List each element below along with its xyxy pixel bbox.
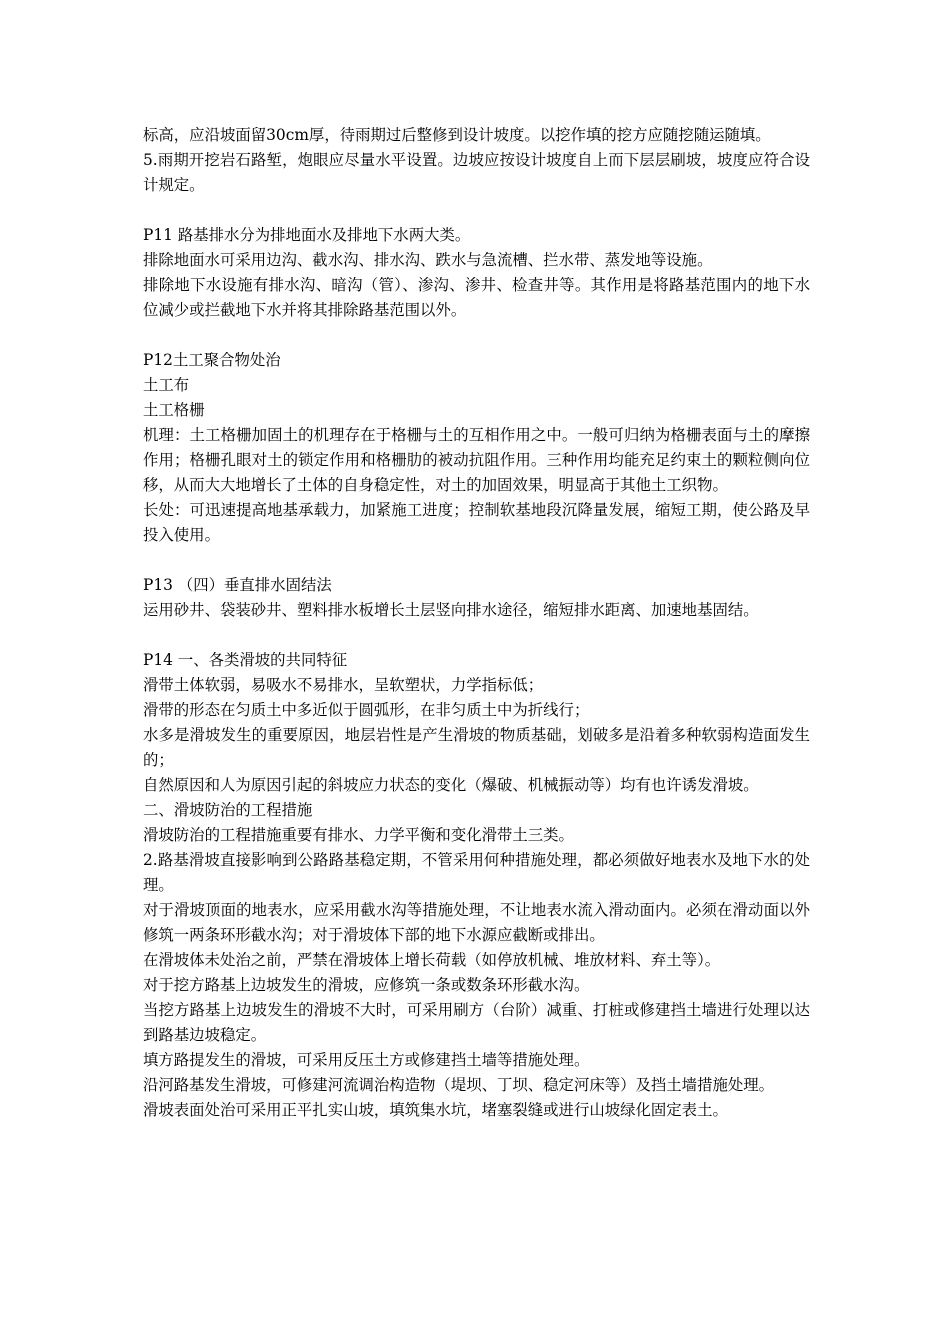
paragraph: 5.雨期开挖岩石路堑，炮眼应尽量水平设置。边坡应按设计坡度自上而下层层刷坡，坡度应符合设计规定。 [143, 151, 810, 194]
subheading: 二、滑坡防治的工程措施 [143, 801, 313, 819]
paragraph: 土工格栅 [143, 401, 205, 419]
document-body [143, 123, 810, 1123]
paragraph: 2.路基滑坡直接影响到公路路基稳定期，不管采用何种措施处理，都必须做好地表水及地下水的处理。 [143, 851, 810, 894]
paragraph: 机理：土工格栅加固土的机理存在于格栅与土的互相作用之中。一般可归纳为格栅表面与土的摩擦作用；格栅孔眼对土的锁定作用和格栅肋的被动抗阻作用。三种作用均能充足约束土的颗粒侧向位移，从而大大地增长了土体的自身稳定性，对土的加固效果，明显高于其他土工织物。 [143, 426, 810, 494]
paragraph: 水多是滑坡发生的重要原因，地层岩性是产生滑坡的物质基础，划破多是沿着多种软弱构造面发生的； [143, 726, 810, 769]
paragraph: 当挖方路基上边坡发生的滑坡不大时，可采用刷方（台阶）减重、打桩或修建挡土墙进行处理以达到路基边坡稳定。 [143, 1001, 810, 1044]
blank-line [143, 198, 810, 223]
paragraph: 自然原因和人为原因引起的斜坡应力状态的变化（爆破、机械振动等）均有也许诱发滑坡。 [143, 776, 759, 794]
paragraph: 滑带的形态在匀质土中多近似于圆弧形，在非匀质土中为折线行； [143, 701, 590, 719]
paragraph: 填方路提发生的滑坡，可采用反压土方或修建挡土墙等措施处理。 [143, 1051, 590, 1069]
paragraph: 排除地面水可采用边沟、截水沟、排水沟、跌水与急流槽、拦水带、蒸发地等设施。 [143, 251, 713, 269]
section-heading-p12: P12土工聚合物处治 [143, 351, 281, 369]
paragraph: 运用砂井、袋装砂井、塑料排水板增长土层竖向排水途径，缩短排水距离、加速地基固结。 [143, 601, 759, 619]
section-heading-p13: P13 （四）垂直排水固结法 [143, 576, 332, 594]
blank-line [143, 548, 810, 573]
paragraph: 长处：可迅速提高地基承载力，加紧施工进度；控制软基地段沉降量发展，缩短工期，使公路及早投入使用。 [143, 501, 810, 544]
paragraph: 对于滑坡顶面的地表水，应采用截水沟等措施处理，不让地表水流入滑动面内。必须在滑动面以外修筑一两条环形截水沟；对于滑坡体下部的地下水源应截断或排出。 [143, 901, 810, 944]
paragraph: 标高，应沿坡面留30cm厚，待雨期过后整修到设计坡度。以挖作填的挖方应随挖随运随填。 [143, 126, 771, 144]
section-heading-p14: P14 一、各类滑坡的共同特征 [143, 651, 348, 669]
paragraph: 滑带土体软弱，易吸水不易排水，呈软塑状，力学指标低； [143, 676, 544, 694]
blank-line [143, 623, 810, 648]
paragraph: 土工布 [143, 376, 190, 394]
paragraph: 滑坡表面处治可采用正平扎实山坡，填筑集水坑，堵塞裂缝或进行山坡绿化固定表土。 [143, 1101, 728, 1119]
paragraph: 滑坡防治的工程措施重要有排水、力学平衡和变化滑带土三类。 [143, 826, 574, 844]
paragraph: 排除地下水设施有排水沟、暗沟（管）、渗沟、渗井、检查井等。其作用是将路基范围内的地下水位减少或拦截地下水并将其排除路基范围以外。 [143, 276, 810, 319]
blank-line [143, 323, 810, 348]
paragraph: 在滑坡体未处治之前，严禁在滑坡体上增长荷载（如停放机械、堆放材料、弃土等）。 [143, 951, 721, 969]
paragraph: 沿河路基发生滑坡，可修建河流调治构造物（堤坝、丁坝、稳定河床等）及挡土墙措施处理。 [143, 1076, 775, 1094]
paragraph: 对于挖方路基上边坡发生的滑坡，应修筑一条或数条环形截水沟。 [143, 976, 590, 994]
section-heading-p11: P11 路基排水分为排地面水及排地下水两大类。 [143, 226, 471, 244]
